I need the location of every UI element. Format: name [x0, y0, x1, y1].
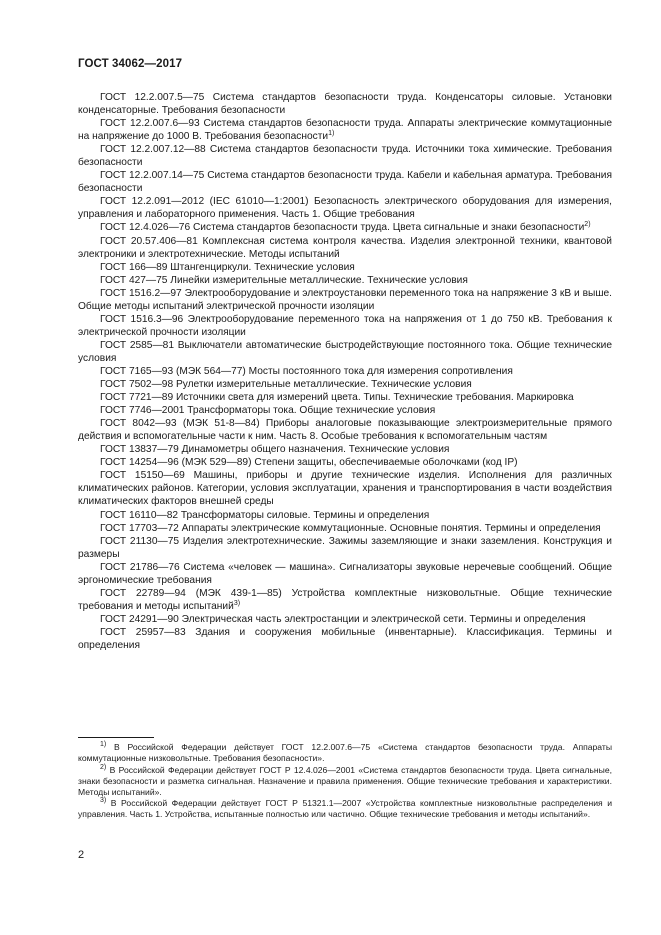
reference-entry: ГОСТ 12.2.091—2012 (IEC 61010—1:2001) Безопасность электрического оборудования для измерения, управления и лабораторного применения. Часть 1. Общие требования: [78, 196, 612, 221]
footnote-mark: 1): [100, 741, 107, 748]
reference-entry: ГОСТ 7721—89 Источники света для измерений цвета. Типы. Технические требования. Маркировка: [100, 392, 574, 404]
footnote: $^{2)}$ В Российской Федерации действует ГОСТ Р 12.4.026—2001 «Система стандартов безопасности труда. Цвета сигнальные, знаки безопасности и разметка сигнальная. Назначение и правила применения. Общие технические требования и характеристики. Методы испытаний».: [78, 763, 613, 797]
footnote-mark: 2): [100, 763, 107, 771]
reference-entry: ГОСТ 166—89 Штангенциркули. Технические условия: [100, 261, 355, 273]
reference-entry: ГОСТ 12.2.007.5—75 Система стандартов безопасности труда. Конденсаторы силовые. Установки конденсаторные. Требования безопасности: [78, 92, 612, 117]
reference-entry: ГОСТ 24291—90 Электрическая часть электростанции и электрической сети. Термины и определения: [100, 613, 586, 625]
reference-entry: ГОСТ 13837—79 Динамометры общего назначения. Технические условия: [100, 444, 450, 456]
reference-entry: ГОСТ 12.2.007.6—93 Система стандартов безопасности труда. Аппараты электрические коммутационные на напряжение до 1000 В. Требования безопасности$^{1)}$: [78, 118, 612, 143]
document-header: ГОСТ 34062—2017: [78, 58, 183, 70]
reference-entry: ГОСТ 16110—82 Трансформаторы силовые. Термины и определения: [100, 509, 430, 521]
footnotes: [78, 742, 612, 821]
footnote-ref: 1): [328, 130, 335, 138]
reference-entry: ГОСТ 7502—98 Рулетки измерительные металлические. Технические условия: [100, 379, 472, 391]
reference-entry: ГОСТ 15150—69 Машины, приборы и другие технические изделия. Исполнения для различных климатических районов. Категории, условия эксплуатации, хранения и транспортирования в части воздействия климатических факторов внешней среды: [78, 470, 612, 508]
footnote: $^{3)}$ В Российской Федерации действует ГОСТ Р 51321.1—2007 «Устройства комплектные низковольтные распределения и управления. Часть 1. Устройства, испытанные полностью или частично. Общие технические требования и методы испытаний».: [78, 797, 612, 820]
reference-entry: ГОСТ 8042—93 (МЭК 51-8—84) Приборы аналоговые показывающие электроизмерительные прямого действия и вспомогательные части к ним. Часть 8. Особые требования к вспомогательным частям: [78, 418, 612, 443]
page-number: 2: [78, 849, 85, 861]
reference-entry: ГОСТ 7165—93 (МЭК 564—77) Мосты постоянного тока для измерения сопротивления: [100, 365, 513, 377]
reference-entry: ГОСТ 25957—83 Здания и сооружения мобильные (инвентарные). Классификация. Термины и определения: [78, 626, 612, 651]
footnote: $^{1)}$ В Российской Федерации действует ГОСТ 12.2.007.6—75 «Система стандартов безопасности труда. Аппараты коммутационные низковольтные. Требования безопасности».: [78, 741, 613, 764]
footnote-mark: 3): [100, 797, 107, 805]
reference-entry: ГОСТ 427—75 Линейки измерительные металлические. Технические условия: [100, 274, 468, 286]
reference-entry: ГОСТ 14254—96 (МЭК 529—89) Степени защиты, обеспечиваемые оболочками (код IP): [100, 457, 518, 469]
reference-entry: ГОСТ 2585—81 Выключатели автоматические быстродействующие постоянного тока. Общие технические условия: [78, 339, 612, 364]
normative-references-list: [78, 91, 612, 652]
reference-entry: ГОСТ 21130—75 Изделия электротехнические. Зажимы заземляющие и знаки заземления. Конструкция и размеры: [78, 535, 612, 560]
reference-entry: ГОСТ 12.4.026—76 Система стандартов безопасности труда. Цвета сигнальные и знаки безопасности$^{2)}$: [100, 221, 591, 234]
footnote-ref: 2): [584, 221, 591, 229]
footnote-divider: [78, 737, 154, 738]
reference-entry: ГОСТ 12.2.007.14—75 Система стандартов безопасности труда. Кабели и кабельная арматура. Требования безопасности: [78, 170, 612, 195]
reference-entry: ГОСТ 7746—2001 Трансформаторы тока. Общие технические условия: [100, 405, 436, 417]
reference-entry: ГОСТ 22789—94 (МЭК 439-1—85) Устройства комплектные низковольтные. Общие технические требования и методы испытаний$^{3)}$: [78, 587, 612, 612]
reference-entry: ГОСТ 20.57.406—81 Комплексная система контроля качества. Изделия электронной техники, квантовой электроники и электротехнические. Методы испытаний: [78, 235, 612, 260]
reference-entry: ГОСТ 17703—72 Аппараты электрические коммутационные. Основные понятия. Термины и определения: [100, 522, 601, 534]
reference-entry: ГОСТ 21786—76 Система «человек — машина». Сигнализаторы звуковые неречевые сообщений. Общие эргономические требования: [78, 561, 612, 586]
reference-entry: ГОСТ 12.2.007.12—88 Система стандартов безопасности труда. Источники тока химические. Требования безопасности: [78, 144, 612, 169]
reference-entry: ГОСТ 1516.2—97 Электрооборудование и электроустановки переменного тока на напряжение 3 кВ и выше. Общие методы испытаний электрической прочности изоляции: [78, 287, 612, 312]
reference-entry: ГОСТ 1516.3—96 Электрооборудование переменного тока на напряжения от 1 до 750 кВ. Требования к электрической прочности изоляции: [78, 313, 612, 338]
footnote-ref: 3): [233, 599, 241, 607]
